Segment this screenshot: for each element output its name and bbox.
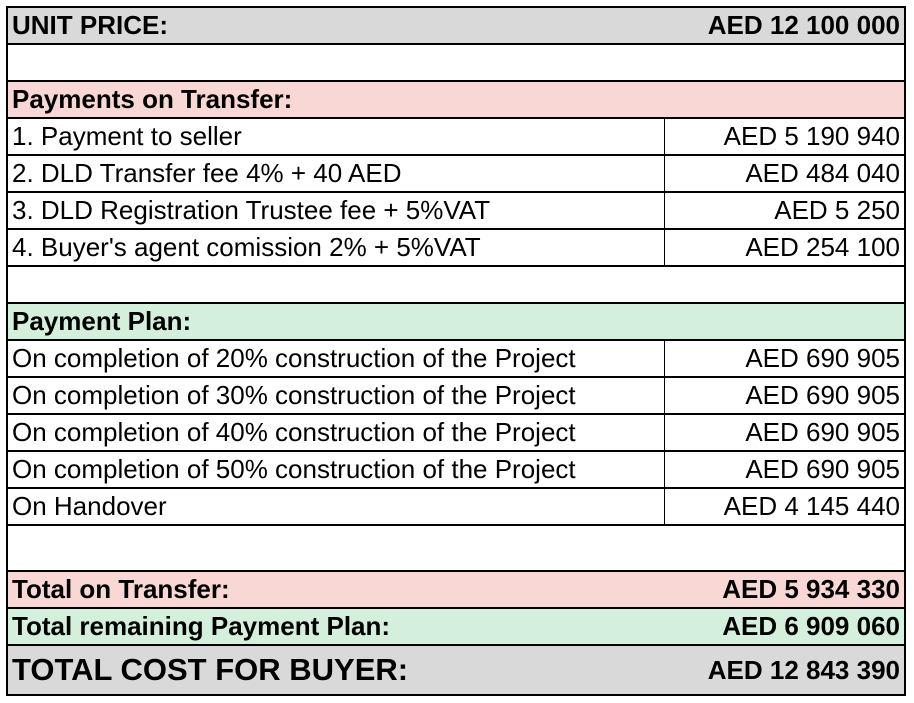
transfer-heading: Payments on Transfer: — [12, 84, 293, 114]
plan-item-value: AED 690 905 — [745, 343, 900, 373]
total-transfer-label: Total on Transfer: — [12, 574, 230, 604]
plan-item-value: AED 690 905 — [745, 454, 900, 484]
table-row — [8, 378, 904, 415]
table-row — [8, 489, 904, 526]
spacer-row — [8, 526, 904, 572]
transfer-item-value: AED 5 250 — [774, 195, 900, 225]
table-row — [8, 452, 904, 489]
unit-price-label: UNIT PRICE: — [12, 10, 168, 40]
total-buyer-label: TOTAL COST FOR BUYER: — [12, 652, 409, 687]
plan-item-value: AED 690 905 — [745, 417, 900, 447]
spacer-row — [8, 267, 904, 304]
plan-item-label: On completion of 20% construction of the Project — [12, 343, 576, 373]
table-row — [8, 341, 904, 378]
total-transfer-row — [8, 572, 904, 609]
spacer-row — [8, 45, 904, 82]
transfer-heading-row — [8, 82, 904, 119]
transfer-item-label: 1. Payment to seller — [12, 121, 242, 151]
table-row — [8, 415, 904, 452]
total-transfer-value: AED 5 934 330 — [722, 574, 900, 604]
plan-item-label: On completion of 40% construction of the Project — [12, 417, 576, 447]
table-row — [8, 193, 904, 230]
plan-item-label: On Handover — [12, 491, 167, 521]
unit-price-value: AED 12 100 000 — [707, 10, 900, 40]
transfer-item-label: 2. DLD Transfer fee 4% + 40 AED — [12, 158, 402, 188]
unit-price-row — [8, 8, 904, 45]
transfer-item-value: AED 254 100 — [745, 232, 900, 262]
plan-item-value: AED 4 145 440 — [723, 491, 900, 521]
transfer-item-value: AED 5 190 940 — [723, 121, 900, 151]
plan-item-value: AED 690 905 — [745, 380, 900, 410]
plan-item-label: On completion of 50% construction of the Project — [12, 454, 576, 484]
payment-breakdown-table — [6, 6, 906, 696]
transfer-item-label: 4. Buyer's agent comission 2% + 5%VAT — [12, 232, 481, 262]
table-row — [8, 119, 904, 156]
total-plan-label: Total remaining Payment Plan: — [12, 611, 391, 641]
table-row — [8, 156, 904, 193]
table-row — [8, 230, 904, 267]
transfer-item-label: 3. DLD Registration Trustee fee + 5%VAT — [12, 195, 491, 225]
plan-heading: Payment Plan: — [12, 306, 192, 336]
total-plan-value: AED 6 909 060 — [722, 611, 900, 641]
total-buyer-value: AED 12 843 390 — [707, 654, 900, 685]
plan-heading-row — [8, 304, 904, 341]
total-buyer-row — [8, 646, 904, 694]
total-plan-row — [8, 609, 904, 646]
transfer-item-value: AED 484 040 — [745, 158, 900, 188]
plan-item-label: On completion of 30% construction of the Project — [12, 380, 576, 410]
